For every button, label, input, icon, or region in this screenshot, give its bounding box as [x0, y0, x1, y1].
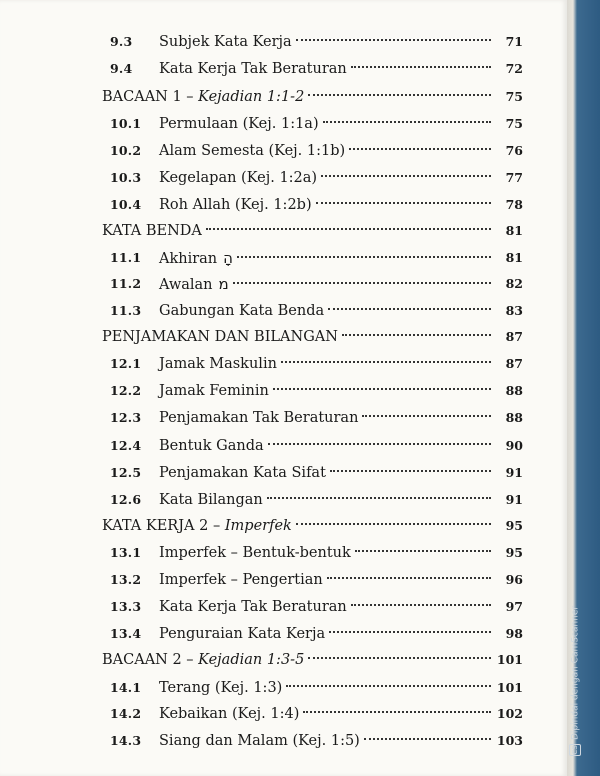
chapter-title: KATA BENDA: [102, 223, 202, 239]
section-number: 11.1: [110, 250, 142, 265]
section-number: 11.2: [110, 276, 142, 291]
section-title: Gabungan Kata Benda: [159, 303, 325, 319]
page-number: 72: [505, 61, 523, 76]
section-title: Penguraian Kata Kerja: [159, 626, 326, 642]
dot-leader: [316, 202, 491, 204]
dot-leader: [267, 497, 491, 499]
page-number: 82: [505, 276, 523, 291]
section-number: 13.4: [110, 626, 142, 641]
page-number: 75: [505, 116, 523, 131]
toc-entry-12-2[interactable]: [0, 379, 567, 403]
page-number: 91: [505, 492, 523, 507]
page-number: 83: [505, 303, 523, 318]
page-number: 101: [496, 680, 523, 695]
section-title: Siang dan Malam (Kej. 1:5): [159, 733, 360, 749]
toc-entry-12-6[interactable]: [0, 488, 567, 512]
section-number: 13.1: [110, 545, 142, 560]
dot-leader: [323, 121, 491, 123]
dot-leader: [296, 39, 491, 41]
dot-leader: [364, 738, 491, 740]
dot-leader: [286, 685, 491, 687]
toc-entry-13-1[interactable]: [0, 541, 567, 565]
page-number: 90: [505, 438, 523, 453]
toc-entry-12-3[interactable]: [0, 406, 567, 430]
toc-entry-13-4[interactable]: [0, 622, 567, 646]
section-number: 12.5: [110, 465, 142, 480]
toc-chapter-penjamakan[interactable]: [0, 325, 567, 349]
page-number: 81: [505, 250, 523, 265]
page-number: 95: [505, 545, 523, 560]
section-title: Jamak Feminin: [159, 383, 269, 399]
section-number: 14.3: [110, 733, 142, 748]
dot-leader: [355, 550, 491, 552]
page-number: 103: [496, 733, 523, 748]
section-number: 10.2: [110, 143, 142, 158]
page-number: 75: [505, 89, 523, 104]
dot-leader: [273, 388, 491, 390]
page-number: 96: [505, 572, 523, 587]
section-title: Imperfek – Bentuk-bentuk: [159, 545, 351, 561]
page-number: 91: [505, 465, 523, 480]
dot-leader: [342, 334, 491, 336]
watermark-text: Dipindai dengan CamScanner: [570, 605, 581, 740]
chapter-title: BACAAN 1 – Kejadian 1:1-2: [102, 89, 305, 105]
dot-leader: [303, 711, 491, 713]
toc-entry-10-3[interactable]: [0, 166, 567, 190]
section-title: Roh Allah (Kej. 1:2b): [159, 197, 312, 213]
chapter-title: PENJAMAKAN DAN BILANGAN: [102, 329, 338, 345]
page-number: 88: [505, 383, 523, 398]
page-number: 95: [505, 518, 523, 533]
dot-leader: [351, 604, 491, 606]
toc-entry-12-1[interactable]: [0, 352, 567, 376]
section-number: 13.3: [110, 599, 142, 614]
section-number: 11.3: [110, 303, 142, 318]
section-title: Penjamakan Kata Sifat: [159, 465, 326, 481]
toc-chapter-kata-kerja-2[interactable]: [0, 514, 567, 538]
toc-chapter-bacaan-1[interactable]: [0, 85, 567, 109]
hebrew-suffix: הָ: [223, 249, 233, 267]
dot-leader: [206, 228, 491, 230]
toc-entry-9-3[interactable]: [0, 30, 567, 54]
section-title: Jamak Maskulin: [159, 356, 277, 372]
section-title: Subjek Kata Kerja: [159, 34, 292, 50]
toc-entry-11-1[interactable]: [0, 246, 567, 270]
dot-leader: [362, 415, 491, 417]
page-number: 101: [496, 652, 523, 667]
page-number: 77: [505, 170, 523, 185]
section-title: Kata Kerja Tak Beraturan: [159, 599, 347, 615]
dot-leader: [308, 94, 491, 96]
dot-leader: [268, 443, 491, 445]
section-title: Penjamakan Tak Beraturan: [159, 410, 359, 426]
section-title: Imperfek – Pengertian: [159, 572, 323, 588]
toc-entry-11-3[interactable]: [0, 299, 567, 323]
section-title: Kebaikan (Kej. 1:4): [159, 706, 300, 722]
toc-entry-13-2[interactable]: [0, 568, 567, 592]
section-number: 12.3: [110, 410, 142, 425]
chapter-title: KATA KERJA 2 – Imperfek: [102, 518, 292, 534]
section-number: 10.1: [110, 116, 142, 131]
section-title: Kata Kerja Tak Beraturan: [159, 61, 347, 77]
toc-entry-14-2[interactable]: [0, 702, 567, 726]
dot-leader: [233, 282, 491, 284]
section-number: 14.2: [110, 706, 142, 721]
dot-leader: [321, 175, 491, 177]
toc-entry-14-1[interactable]: [0, 676, 567, 700]
section-number: 12.6: [110, 492, 142, 507]
toc-entry-10-2[interactable]: [0, 139, 567, 163]
scanner-watermark: [569, 606, 581, 756]
section-number: 13.2: [110, 572, 142, 587]
page-number: 78: [505, 197, 523, 212]
section-number: 9.4: [110, 61, 133, 76]
section-title: Kata Bilangan: [159, 492, 263, 508]
section-number: 12.2: [110, 383, 142, 398]
dot-leader: [329, 631, 491, 633]
dot-leader: [281, 361, 491, 363]
dot-leader: [330, 470, 491, 472]
section-title: Kegelapan (Kej. 1:2a): [159, 170, 318, 186]
toc-chapter-kata-benda[interactable]: [0, 219, 567, 243]
page-number: 98: [505, 626, 523, 641]
section-title: Alam Semesta (Kej. 1:1b): [159, 143, 346, 159]
section-number: 10.3: [110, 170, 142, 185]
section-title: Permulaan (Kej. 1:1a): [159, 116, 319, 132]
page-number: 76: [505, 143, 523, 158]
hebrew-prefix: מ: [218, 275, 229, 293]
chapter-title: BACAAN 2 – Kejadian 1:3-5: [102, 652, 305, 668]
dot-leader: [327, 577, 491, 579]
toc-entry-14-3[interactable]: [0, 729, 567, 753]
page-number: 71: [505, 34, 523, 49]
page-number: 97: [505, 599, 523, 614]
dot-leader: [296, 523, 491, 525]
dot-leader: [349, 148, 491, 150]
toc-entry-11-2[interactable]: [0, 272, 567, 296]
section-number: 14.1: [110, 680, 142, 695]
dot-leader: [237, 256, 491, 258]
toc-entry-13-3[interactable]: [0, 595, 567, 619]
toc-entry-10-4[interactable]: [0, 193, 567, 217]
page-number: 102: [496, 706, 523, 721]
toc-entry-12-4[interactable]: [0, 434, 567, 458]
toc-entry-10-1[interactable]: [0, 112, 567, 136]
dot-leader: [351, 66, 491, 68]
dot-leader: [308, 657, 491, 659]
camscanner-icon: CS: [571, 745, 579, 755]
page-number: 88: [505, 410, 523, 425]
toc-entry-12-5[interactable]: [0, 461, 567, 485]
section-title: Terang (Kej. 1:3): [159, 680, 283, 696]
section-number: 12.4: [110, 438, 142, 453]
section-title: Akhiran הָ: [159, 249, 233, 267]
toc-chapter-bacaan-2[interactable]: [0, 648, 567, 672]
page-number: 87: [505, 356, 523, 371]
section-number: 9.3: [110, 34, 133, 49]
page-number: 87: [505, 329, 523, 344]
section-number: 10.4: [110, 197, 142, 212]
dot-leader: [328, 308, 491, 310]
section-title: Bentuk Ganda: [159, 438, 264, 454]
page-number: 81: [505, 223, 523, 238]
toc-entry-9-4[interactable]: [0, 57, 567, 81]
section-number: 12.1: [110, 356, 142, 371]
section-title: Awalan מ: [159, 275, 229, 293]
